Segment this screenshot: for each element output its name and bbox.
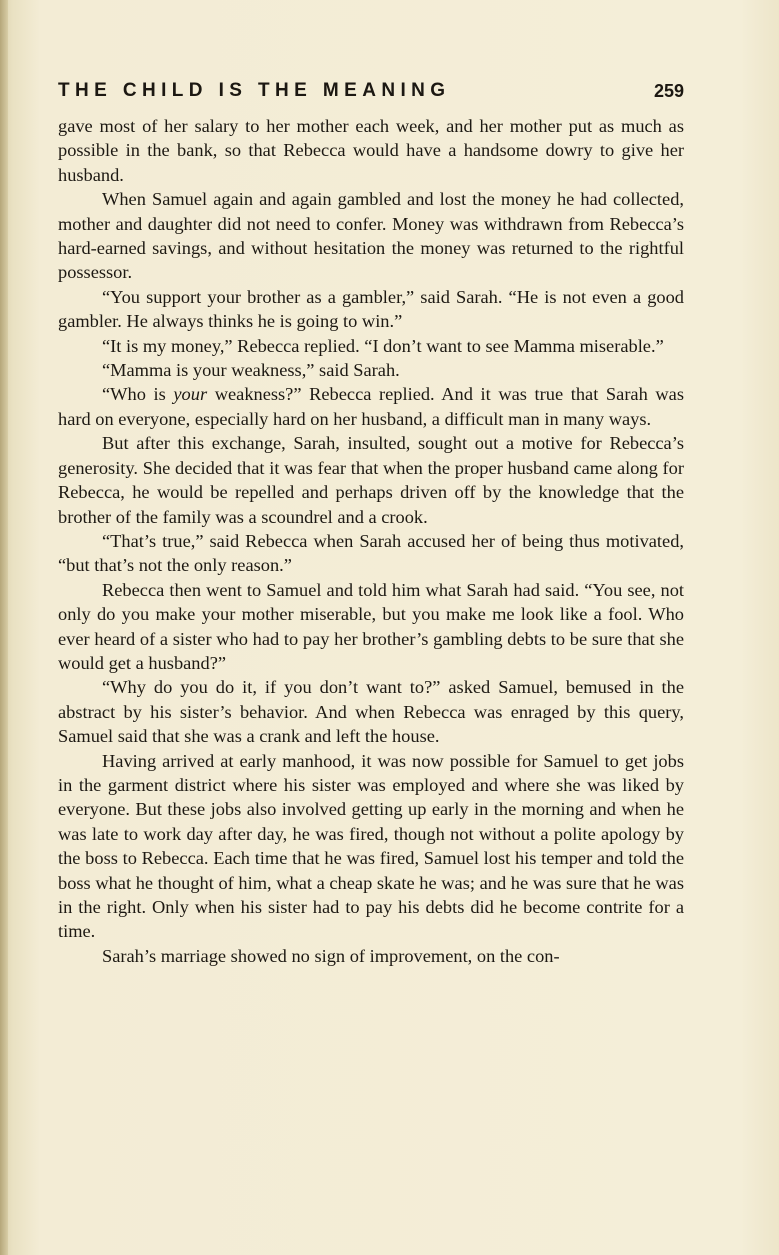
paragraph: “Mamma is your weakness,” said Sarah. — [102, 360, 400, 381]
paragraph: Rebecca then went to Samuel and told him what Sarah had said. “You see, not only do you make your mother miserable, but you make me look like a fool. Who ever heard of a sister who had to pay her brother’s gambling debts to be sure that she would get a husband?” — [58, 579, 684, 673]
paragraph: Sarah’s marriage showed no sign of improvement, on the con- — [102, 945, 560, 966]
body-text — [58, 114, 684, 968]
paragraph: When Samuel again and again gambled and lost the money he had collected, mother and daughter did not need to confer. Money was withdrawn from Rebecca’s hard-earned savings, and without hesitation the money was returned to the rightful possessor. — [58, 189, 684, 283]
paragraph: Having arrived at early manhood, it was now possible for Samuel to get jobs in the garment district where his sister was employed and where she was liked by everyone. But these jobs also involved getting up early in the morning and when he was late to work day after day, he was fired, though not without a polite apology by the boss to Rebecca. Each time that he was fired, Samuel lost his temper and told the boss what he thought of him, what a cheap skate he was; and he was sure that he was in the right. Only when his sister had to pay his debts did he become contrite for a time. — [58, 750, 684, 942]
running-title: THE CHILD IS THE MEANING — [58, 80, 451, 101]
paragraph: “Why do you do it, if you don’t want to?” asked Samuel, bemused in the abstract by his sister’s behavior. And when Rebecca was enraged by this query, Samuel said that she was a crank and left the house. — [58, 677, 684, 747]
paragraph — [58, 382, 684, 431]
paragraph: But after this exchange, Sarah, insulted, sought out a motive for Rebecca’s generosity. She decided that it was fear that when the proper husband came along for Rebecca, he would be repelled and perhaps driven off by the knowledge that the brother of the family was a scoundrel and a crook. — [58, 433, 684, 527]
emphasis-text: your — [173, 384, 208, 405]
paragraph: “That’s true,” said Rebecca when Sarah accused her of being thus motivated, “but that’s not the only reason.” — [58, 530, 684, 576]
page-number: 259 — [653, 81, 684, 101]
paragraph-text: weakness?” Rebecca replied. And it was true that Sarah was hard on everyone, especially hard on her husband, a difficult man in many ways. — [58, 384, 684, 429]
paragraph-text: “Who is — [102, 384, 174, 405]
paragraph: “You support your brother as a gambler,” said Sarah. “He is not even a good gambler. He always thinks he is going to win.” — [58, 286, 684, 332]
paragraph: gave most of her salary to her mother each week, and her mother put as much as possible in the bank, so that Rebecca would have a handsome dowry to give her husband. — [58, 116, 684, 185]
page-binding-shadow — [0, 0, 8, 1255]
page-header — [58, 80, 684, 110]
paragraph: “It is my money,” Rebecca replied. “I don’t want to see Mamma miserable.” — [102, 335, 664, 356]
